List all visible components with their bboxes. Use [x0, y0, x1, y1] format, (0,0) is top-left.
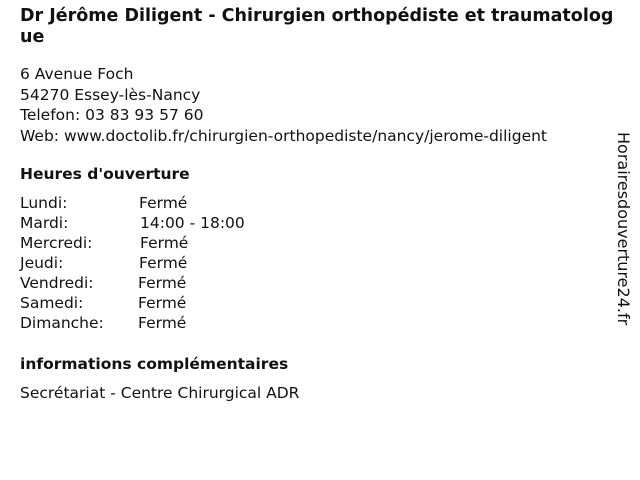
- hours-table: [20, 193, 420, 333]
- hours-row: [20, 253, 420, 273]
- info-text: Secrétariat - Centre Chirurgical ADR: [20, 384, 300, 402]
- hours-day: Vendredi:: [20, 274, 94, 292]
- hours-day: Jeudi:: [20, 254, 64, 272]
- hours-row: [20, 293, 420, 313]
- hours-time: Fermé: [138, 314, 187, 332]
- hours-time: Fermé: [139, 194, 188, 212]
- address-street: 6 Avenue Foch: [20, 65, 134, 83]
- contact-block: [20, 64, 600, 146]
- hours-day: Dimanche:: [20, 314, 104, 332]
- hours-day: Lundi:: [20, 194, 68, 212]
- web-line: Web: www.doctolib.fr/chirurgien-orthopediste/nancy/jerome-diligent: [20, 126, 547, 145]
- hours-row: [20, 213, 420, 233]
- hours-row: [20, 273, 420, 293]
- hours-time: Fermé: [138, 274, 187, 292]
- page-title: Dr Jérôme Diligent - Chirurgien orthopédiste et traumatologue: [20, 6, 614, 47]
- info-heading: informations complémentaires: [20, 355, 289, 373]
- hours-row: [20, 313, 420, 333]
- hours-time: 14:00 - 18:00: [140, 214, 245, 232]
- hours-time: Fermé: [139, 254, 188, 272]
- watermark-text: Horairesdouverture24.fr: [614, 132, 633, 326]
- phone-line: Telefon: 03 83 93 57 60: [20, 106, 204, 124]
- hours-heading: Heures d'ouverture: [20, 165, 190, 183]
- hours-row: [20, 193, 420, 213]
- address-city: 54270 Essey-lès-Nancy: [20, 85, 201, 104]
- hours-time: Fermé: [138, 294, 187, 312]
- watermark: [600, 132, 640, 372]
- hours-day: Samedi:: [20, 294, 84, 312]
- hours-row: [20, 233, 420, 253]
- hours-day: Mardi:: [20, 214, 69, 232]
- hours-day: Mercredi:: [20, 234, 93, 252]
- hours-time: Fermé: [140, 234, 189, 252]
